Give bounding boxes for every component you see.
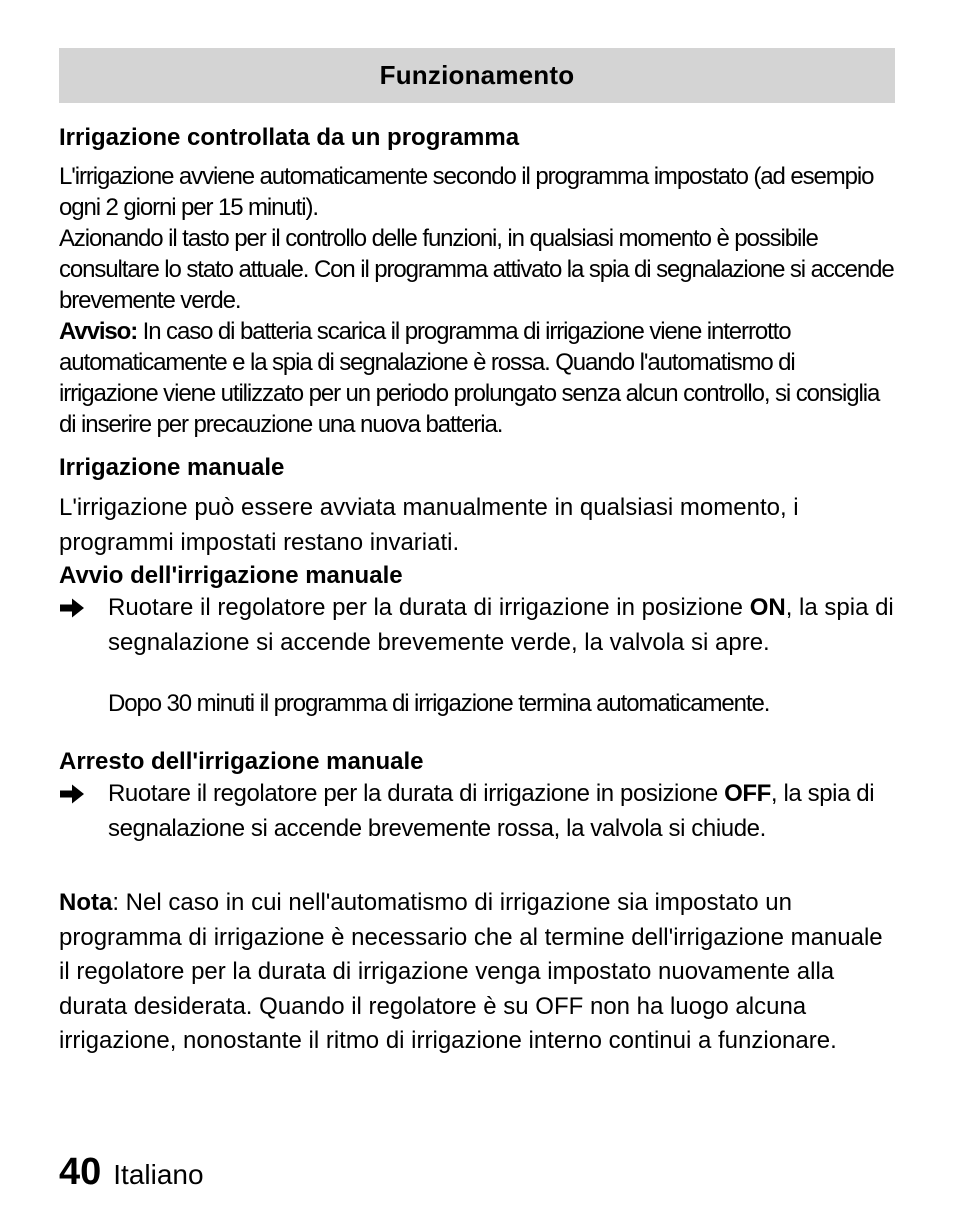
position-off-label: OFF [724, 780, 771, 807]
step-start-text-after: , la spia di segnalazione si accende brevemente verde, la valvola si apre. [108, 594, 894, 656]
warning-label: Avviso: [59, 318, 138, 345]
page-title: Funzionamento [379, 60, 575, 90]
arrow-right-icon [59, 777, 108, 812]
auto-stop-note: Dopo 30 minuti il programma di irrigazione termina automaticamente. [108, 690, 770, 717]
section-heading-stop: Arresto dell'irrigazione manuale [59, 748, 424, 775]
step-start-text [108, 591, 895, 660]
note-label: Nota [59, 889, 113, 916]
step-start [59, 591, 895, 660]
paragraph-function-key: Azionando il tasto per il controllo delle funzioni, in qualsiasi momento è possibile consultare lo stato attuale. Con il programma attivato la spia di segnalazione si accende brevemente verde. [59, 225, 894, 314]
section-heading-start: Avvio dell'irrigazione manuale [59, 562, 403, 589]
step-stop-text-before: Ruotare il regolatore per la durata di irrigazione in posizione [108, 780, 725, 807]
note-text: : Nel caso in cui nell'automatismo di irrigazione sia impostato un programma di irrigazione è necessario che al termine dell'irrigazione manuale il regolatore per la durata di irrigazione venga impostato nuovamente alla durata desiderata. Quando il regolatore è su OFF non ha luogo alcuna irrigazione, nonostante il ritmo di irrigazione interno continui a funzionare. [59, 889, 883, 1054]
section-heading-manual: Irrigazione manuale [59, 454, 285, 481]
step-stop-text [108, 777, 895, 846]
step-stop [59, 777, 895, 846]
arrow-right-icon [59, 591, 108, 626]
footer-language: Italiano [113, 1159, 204, 1190]
step-stop-text-after: , la spia di segnalazione si accende brevemente rossa, la valvola si chiude. [108, 780, 875, 842]
page-content [59, 122, 895, 1059]
section-heading-programmed: Irrigazione controllata da un programma [59, 124, 520, 151]
section-header-bar [59, 48, 895, 103]
page-footer [59, 1150, 204, 1197]
position-on-label: ON [749, 594, 786, 621]
warning-paragraph [59, 316, 895, 440]
step-start-text-before: Ruotare il regolatore per la durata di irrigazione in posizione [108, 594, 750, 621]
warning-text: In caso di batteria scarica il programma di irrigazione viene interrotto automaticamente e la spia di segnalazione è rossa. Quando l'automatismo di irrigazione viene utilizzato per un periodo prolungato senza alcun controllo, si consiglia di inserire per precauzione una nuova batteria. [59, 318, 880, 438]
note-paragraph [59, 886, 895, 1059]
paragraph-programmed-intro: L'irrigazione avviene automaticamente secondo il programma impostato (ad esempio ogni 2 giorni per 15 minuti). [59, 163, 874, 221]
page-number: 40 [59, 1151, 102, 1193]
paragraph-manual-intro: L'irrigazione può essere avviata manualmente in qualsiasi momento, i programmi impostati restano invariati. [59, 494, 799, 556]
